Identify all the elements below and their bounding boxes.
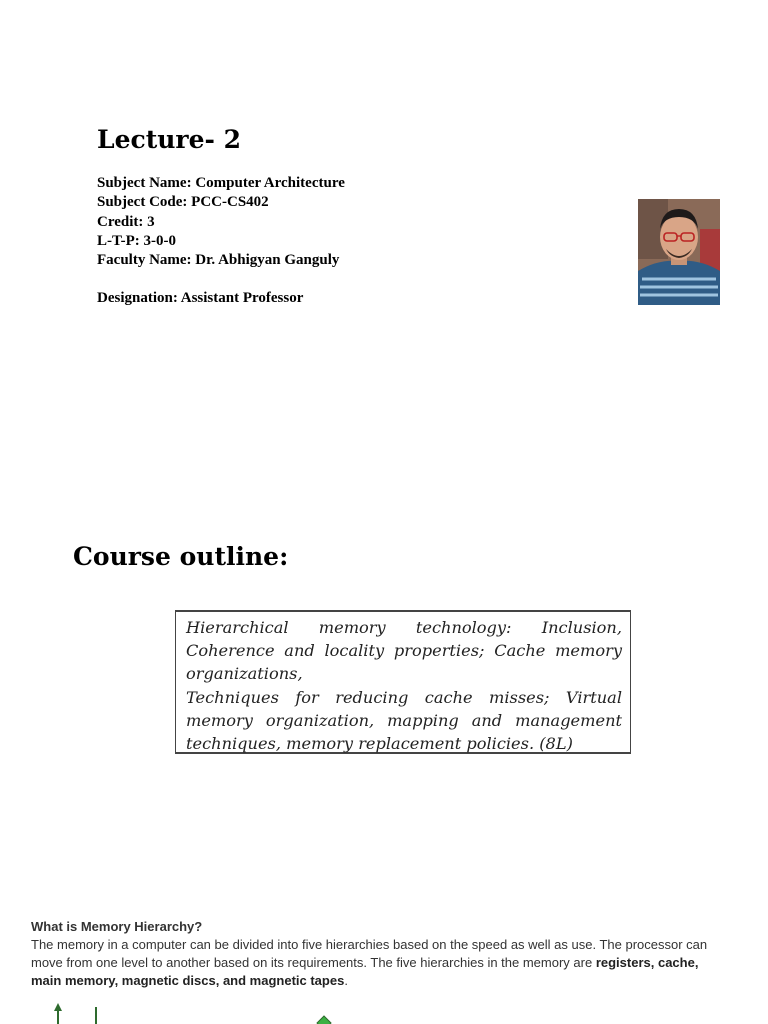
outline-paragraph-2: Techniques for reducing cache misses; Virtual memory organization, mapping and management techniques, memory replacement policies. (8L) [186, 687, 622, 754]
subject-name: Subject Name: Computer Architecture [97, 175, 345, 191]
course-outline-text [186, 616, 622, 755]
course-outline-box [175, 610, 631, 754]
outline-paragraph-1: Hierarchical memory technology: Inclusion, Coherence and locality properties; Cache memory organizations, [186, 618, 622, 684]
credit: Credit: 3 [97, 213, 155, 230]
ltp: L-T-P: 3-0-0 [97, 232, 177, 249]
subject-code: Subject Code: PCC-CS402 [97, 194, 269, 211]
memory-hierarchy-terms: registers, cache, main memory, magnetic discs, and magnetic tapes [31, 955, 699, 988]
memory-hierarchy-body [31, 936, 731, 990]
memory-hierarchy-diagram [0, 998, 768, 1024]
designation: Designation: Assistant Professor [97, 290, 304, 307]
faculty-photo [638, 199, 720, 305]
memory-hierarchy-text: The memory in a computer can be divided into five hierarchies based on the speed as well as use. The processor can move from one level to another based on its requirements. The five hierarchies in the memory are [31, 937, 708, 970]
course-info [97, 174, 345, 309]
arrow-head-icon [54, 1003, 62, 1011]
faculty-name: Faculty Name: Dr. Abhigyan Ganguly [97, 252, 340, 269]
lecture-title: Lecture- 2 [97, 125, 241, 154]
memory-hierarchy-end: . [344, 973, 348, 988]
course-outline-heading: Course outline: [73, 542, 289, 571]
diamond-icon [317, 1016, 331, 1024]
memory-hierarchy-question: What is Memory Hierarchy? [31, 919, 203, 934]
